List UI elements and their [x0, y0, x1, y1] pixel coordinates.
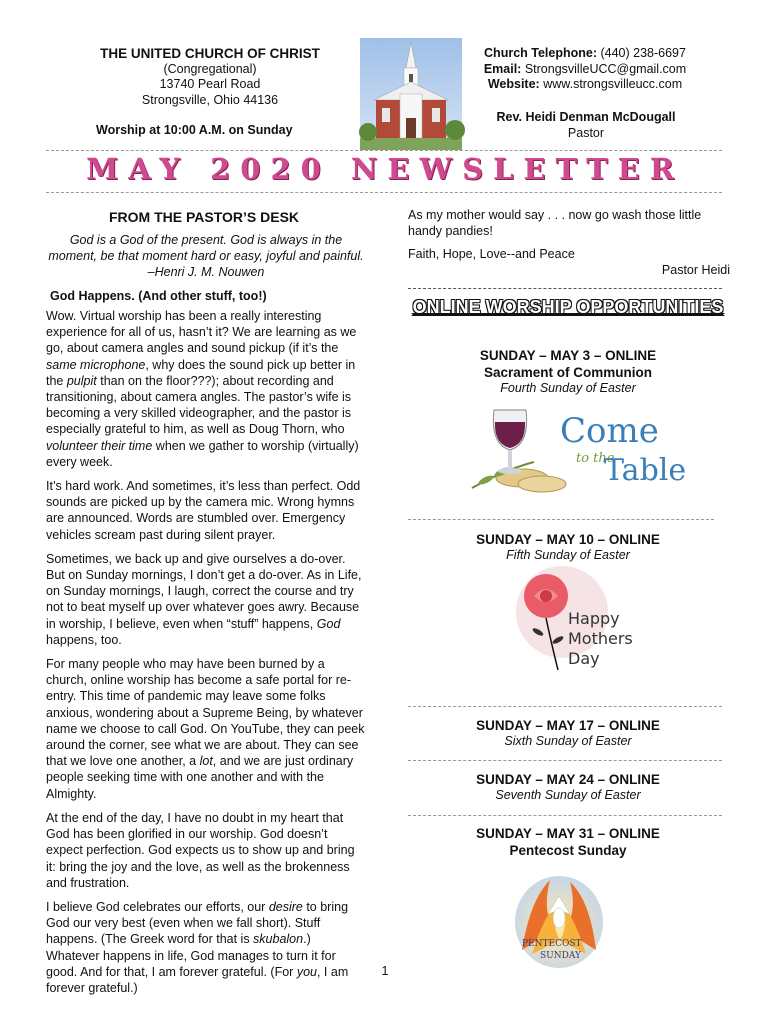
service-divider-3 [408, 760, 722, 761]
church-building-image [360, 38, 462, 150]
pastor-quote [46, 232, 366, 280]
worship-time: Worship at 10:00 A.M. on Sunday [96, 123, 293, 137]
website-line [470, 77, 700, 93]
italic-run: skubalon [253, 932, 304, 947]
service-date: SUNDAY – MAY 3 – ONLINE [479, 348, 657, 363]
happy-mothers-day-image [508, 566, 658, 678]
newsletter-title: MAY 2020 NEWSLETTER [86, 152, 684, 186]
phone-number: (440) 238-6697 [600, 46, 686, 60]
quote-text: God is a God of the present. God is always in the moment, be that moment hard or easy, joyful and painful. [48, 233, 364, 263]
service-may-10 [410, 532, 726, 562]
text-run: than on the floor???); about recording and transitioning, about camera angles. The pastor’s wife is becoming a very skilled videographer, and the pastor is especially grateful to him, as well as Doug Thorn, who [46, 373, 352, 437]
italic-run: you [296, 964, 317, 979]
pastor-title: Pastor [567, 125, 605, 140]
email-address[interactable]: StrongsvilleUCC@gmail.com [524, 61, 687, 76]
church-address-block [50, 46, 370, 108]
service-subtitle: Sacrament of Communion [483, 365, 653, 380]
pastor-signature: Pastor Heidi [661, 262, 730, 277]
text-run: to bring God our very best (even when we fall short). Stuff happens. (The Greek word for that is [46, 899, 349, 947]
online-worship-heading: ONLINE WORSHIP OPPORTUNITIES [412, 297, 724, 317]
service-subtitle: Pentecost Sunday [509, 843, 627, 858]
pastor-name: Rev. Heidi Denman McDougall [496, 110, 676, 124]
to-the-text: to the [576, 451, 615, 466]
article-paragraph-4 [46, 656, 366, 802]
text-run: , why does the sound pick up better in the [46, 357, 356, 388]
text-run: , and we are just ordinary people seeking time with one another and with the Almighty. [46, 754, 354, 801]
service-divider-2 [408, 706, 722, 707]
service-divider-4 [408, 815, 722, 816]
italic-run: volunteer their time [46, 438, 153, 453]
day-text: Day [568, 649, 600, 668]
header-divider [46, 150, 722, 151]
article-paragraph-5: At the end of the day, I have no doubt in my heart that God has been glorified in our worship. God doesn’t expect perfection. God expects us to show up and bring it: bring the joy and the love, as well as the brokenness and frustration. [46, 810, 355, 890]
service-may-31 [410, 826, 726, 858]
closing-text: As my mother would say . . . now go wash those little handy pandies! [408, 208, 702, 238]
text-run: Sometimes, we back up and give ourselves a do-over. But on Sunday mornings, I don’t get a do-over. As in Life, on Sunday mornings, I laugh, correct the course and try not to beat myself up over whatever goes awry. Because in worship, I believe, even when “stuff” happens, [46, 551, 362, 631]
service-date: SUNDAY – MAY 10 – ONLINE [476, 532, 660, 547]
text-run: , I am forever grateful.) [46, 964, 349, 995]
service-may-17 [410, 718, 726, 748]
text-run: .) Whatever happens in life, God manages to turn it for good. And for that, I am forever grateful. (For [46, 932, 336, 979]
title-divider [46, 192, 722, 193]
service-note: Fifth Sunday of Easter [506, 548, 630, 562]
phone-line [470, 46, 700, 62]
phone-label: Church Telephone: [484, 46, 597, 60]
service-may-24 [410, 772, 726, 802]
sunday-text: SUNDAY [540, 951, 581, 961]
pentecost-sunday-image [512, 870, 606, 970]
street-address: 13740 Pearl Road [159, 77, 261, 91]
pastor-desk-heading: FROM THE PASTOR’S DESK [108, 209, 300, 225]
service-date: SUNDAY – MAY 31 – ONLINE [476, 826, 660, 841]
mothers-text: Mothers [568, 629, 633, 648]
text-run: when we gather to worship (virtually) every week. [46, 438, 359, 469]
quote-author: –Henri J. M. Nouwen [147, 265, 265, 279]
article-subheading: God Happens. (And other stuff, too!) [50, 289, 267, 303]
email-label: Email: [483, 61, 522, 76]
city-address: Strongsville, Ohio 44136 [141, 92, 279, 107]
service-note: Seventh Sunday of Easter [495, 788, 641, 802]
come-text: Come [560, 411, 659, 451]
website-label: Website: [487, 77, 540, 91]
church-name: THE UNITED CHURCH OF CHRIST [100, 46, 320, 61]
italic-run: lot [199, 754, 213, 769]
website-url[interactable]: www.strongsvilleucc.com [543, 77, 683, 91]
italic-run: God [316, 616, 341, 631]
text-run: For many people who may have been burned by a church, online worship has become a safe portal for re-entry. This time of pandemic may leave some folks anxious, wondering about a Supreme Being, by whatever name we choose to call God. On YouTube, they can peek around the corner, see what we are about. They can see that we love one another, a [46, 657, 365, 769]
article-paragraph-6 [46, 899, 366, 996]
service-date: SUNDAY – MAY 17 – ONLINE [476, 718, 660, 733]
text-run: I believe God celebrates our efforts, our [46, 899, 269, 914]
italic-run: desire [268, 899, 303, 914]
church-contact-block [470, 46, 700, 93]
article-paragraph-1 [46, 308, 366, 470]
italic-run: pulpit [66, 373, 97, 388]
table-text: Table [604, 453, 687, 488]
article-paragraph-3 [46, 551, 366, 648]
faith-line: Faith, Hope, Love--and Peace [408, 247, 575, 261]
italic-run: same microphone [46, 357, 146, 372]
article-paragraph-2: It’s hard work. And sometimes, it’s less than perfect. Odd sounds are picked up by the camera mic. Wrong hymns are announced. Words are stumbled over. Emergency vehicles scream past during silent prayer. [46, 479, 361, 542]
service-note: Sixth Sunday of Easter [504, 734, 632, 748]
service-note: Fourth Sunday of Easter [500, 381, 636, 395]
service-may-3 [410, 348, 726, 395]
closing-note [408, 208, 730, 278]
happy-text: Happy [568, 609, 620, 628]
pastor-article [46, 308, 366, 1004]
pentecost-text: PENTECOST [522, 939, 582, 949]
service-date: SUNDAY – MAY 24 – ONLINE [476, 772, 660, 787]
text-run: happens, too. [46, 632, 122, 647]
page-number: 1 [381, 964, 389, 978]
denomination: (Congregational) [163, 61, 257, 76]
come-to-the-table-image [464, 400, 687, 500]
closing-divider [408, 288, 722, 289]
pastor-block [476, 110, 696, 141]
service-divider-1 [408, 519, 714, 520]
email-line [470, 62, 700, 78]
text-run: Wow. Virtual worship has been a really interesting experience for all of us, hasn’t it? We are learning as we go, about camera angles and sound pickup (if it’s the [46, 309, 357, 356]
